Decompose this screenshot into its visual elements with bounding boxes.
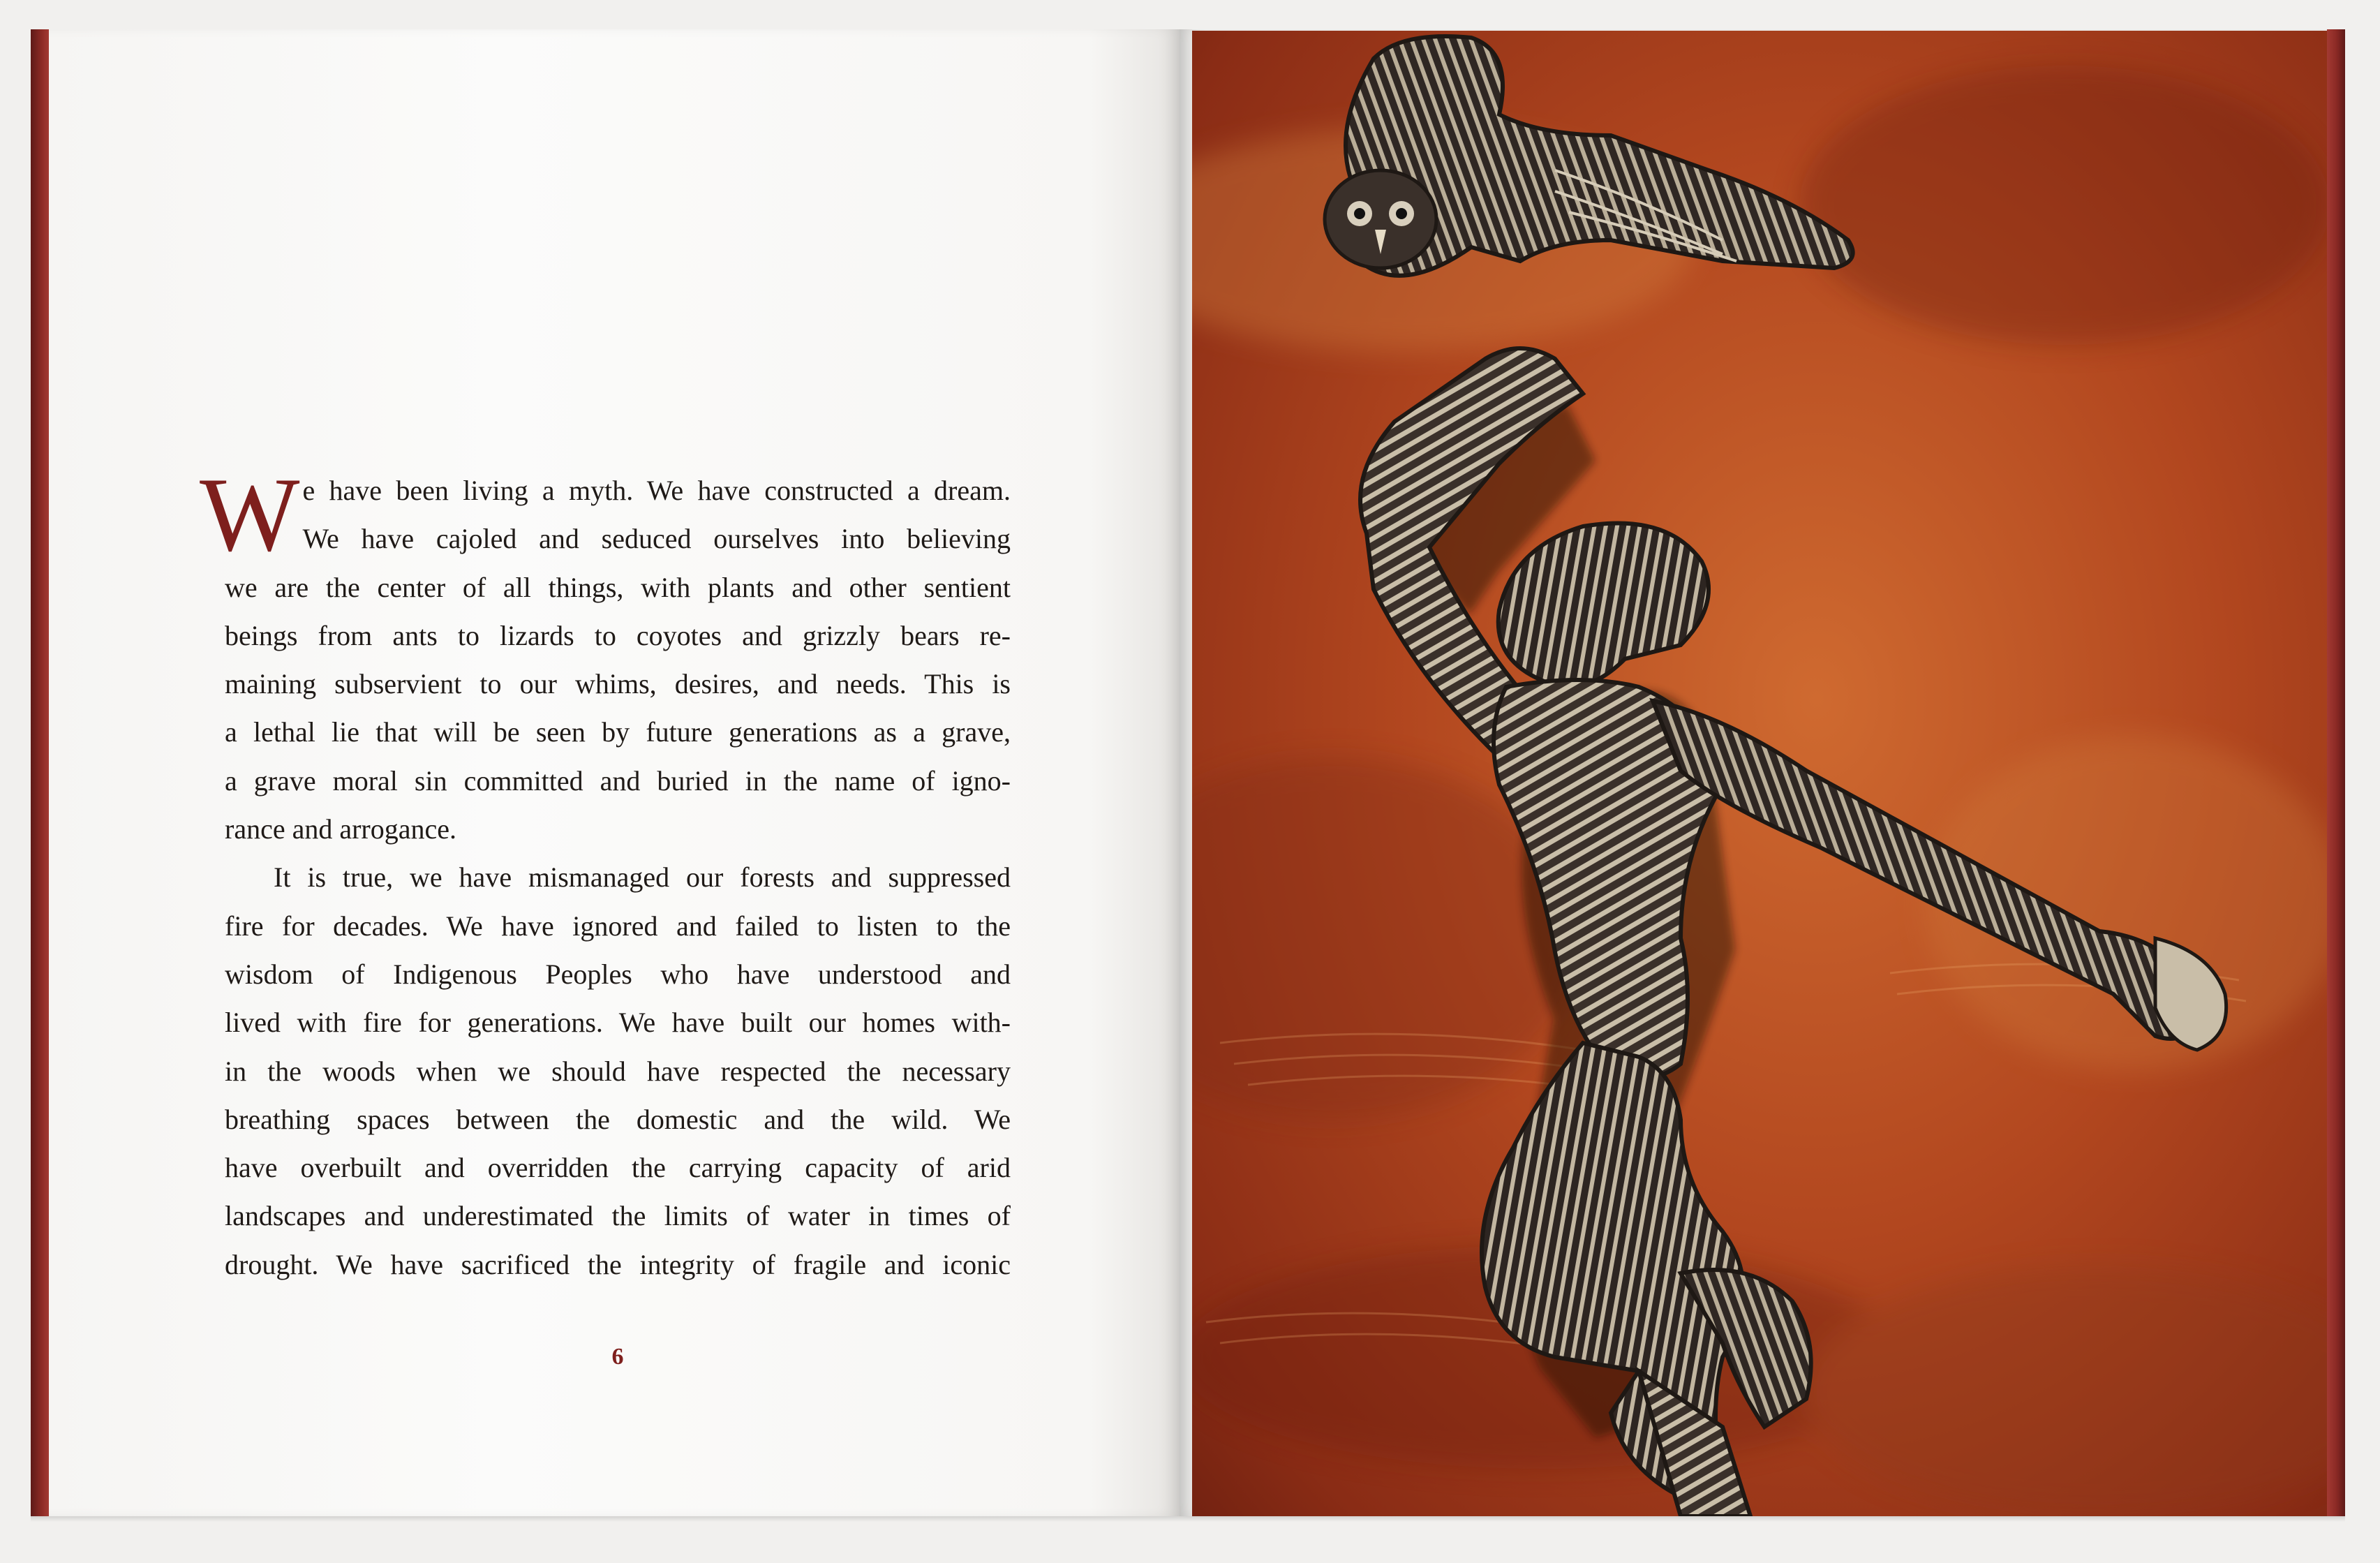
paragraph-2: [225, 853, 1011, 1289]
text-line: We have cajoled and seduced ourselves into believing: [302, 523, 1011, 555]
text-line: e have been living a myth. We have constructed a dream.: [302, 475, 1011, 506]
text-line: in the woods when we should have respected the necessary: [225, 1055, 1011, 1087]
text-line: have overbuilt and overridden the carrying capacity of arid: [225, 1152, 1011, 1184]
cover-edge-right: [2327, 29, 2345, 1516]
page-number: 6: [611, 1344, 624, 1370]
paragraph-1: [200, 456, 1011, 853]
body-text: [200, 456, 1011, 1289]
drop-cap: W: [200, 456, 300, 573]
text-line: beings from ants to lizards to coyotes and grizzly bears re-: [225, 619, 1011, 651]
text-line: rance and arrogance.: [225, 813, 456, 845]
artwork-svg: [1192, 31, 2327, 1516]
text-line: maining subservient to our whims, desires, and needs. This is: [225, 668, 1011, 700]
text-line: we are the center of all things, with plants and other sentient: [225, 571, 1011, 603]
artwork-illustration: [1192, 31, 2327, 1516]
text-line: landscapes and underestimated the limits of water in times of: [225, 1200, 1011, 1232]
text-line: a lethal lie that will be seen by future generations as a grave,: [225, 716, 1011, 748]
text-line: breathing spaces between the domestic and the wild. We: [225, 1103, 1011, 1135]
text-line: wisdom of Indigenous Peoples who have understood and: [225, 958, 1011, 990]
text-line: fire for decades. We have ignored and failed to listen to the: [225, 910, 1011, 942]
cover-edge-left: [31, 29, 49, 1516]
text-line: a grave moral sin committed and buried in the name of igno-: [225, 764, 1011, 797]
text-line: lived with fire for generations. We have built our homes with-: [225, 1007, 1011, 1039]
page-bottom-shadow: [31, 1516, 2345, 1522]
text-line: drought. We have sacrificed the integrity of fragile and iconic: [225, 1248, 1011, 1280]
text-line: It is true, we have mismanaged our forests and suppressed: [274, 861, 1011, 894]
